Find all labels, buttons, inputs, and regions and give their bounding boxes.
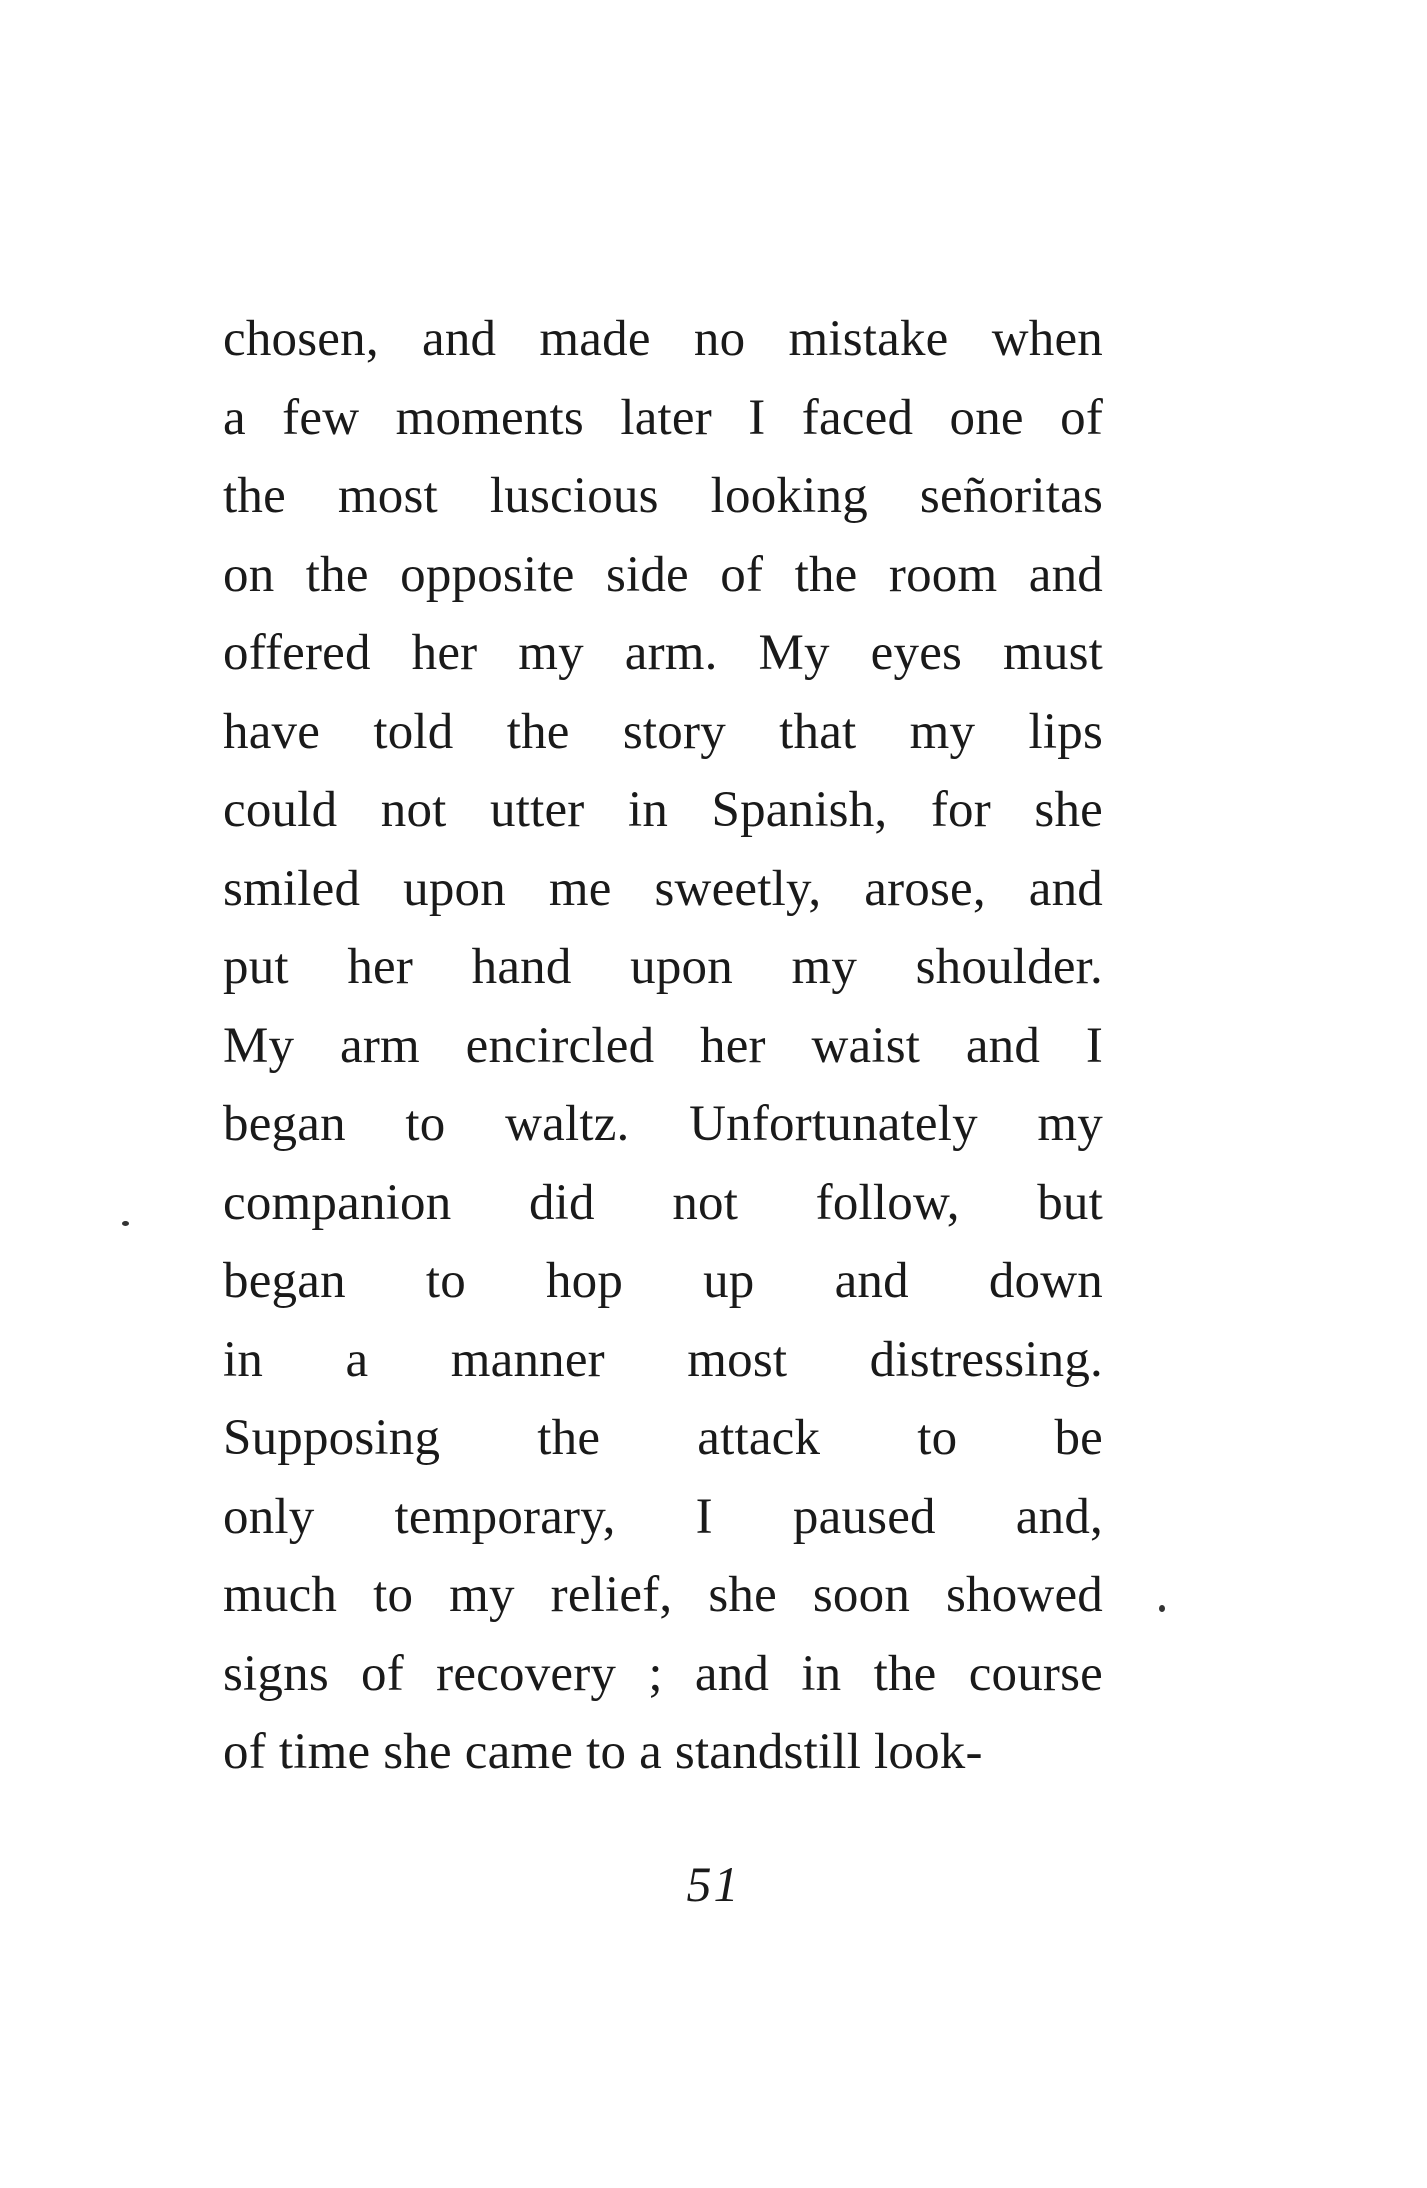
text-line: the most luscious looking señoritas [223,468,1103,524]
page-number: 51 [686,1856,741,1912]
text-line: on the opposite side of the room and [223,546,1103,603]
text-line: put her hand upon my shoulder. [223,939,1103,995]
body-text [223,300,1103,1792]
print-speck [1159,1605,1165,1612]
print-speck [122,1221,129,1226]
text-line: only temporary, I paused and, [223,1488,1103,1545]
text-line: have told the story that my lips [223,703,1103,760]
text-line: chosen, and made no mistake when [223,311,1103,367]
text-line: Supposing the attack to be [223,1410,1103,1466]
text-line: could not utter in Spanish, for she [223,782,1103,838]
text-line: My arm encircled her waist and I [223,1017,1103,1074]
text-line: much to my relief, she soon showed [223,1567,1103,1623]
text-line: offered her my arm. My eyes must [223,625,1103,681]
text-line: of time she came to a standstill look- [223,1724,983,1780]
text-line: signs of recovery ; and in the course [223,1645,1103,1702]
text-line: began to hop up and down [223,1253,1103,1309]
text-line: smiled upon me sweetly, arose, and [223,860,1103,917]
text-line: began to waltz. Unfortunately my [223,1096,1103,1152]
text-line: companion did not follow, but [223,1174,1103,1231]
text-line: in a manner most distressing. [223,1331,1103,1388]
text-line: a few moments later I faced one of [223,389,1103,446]
